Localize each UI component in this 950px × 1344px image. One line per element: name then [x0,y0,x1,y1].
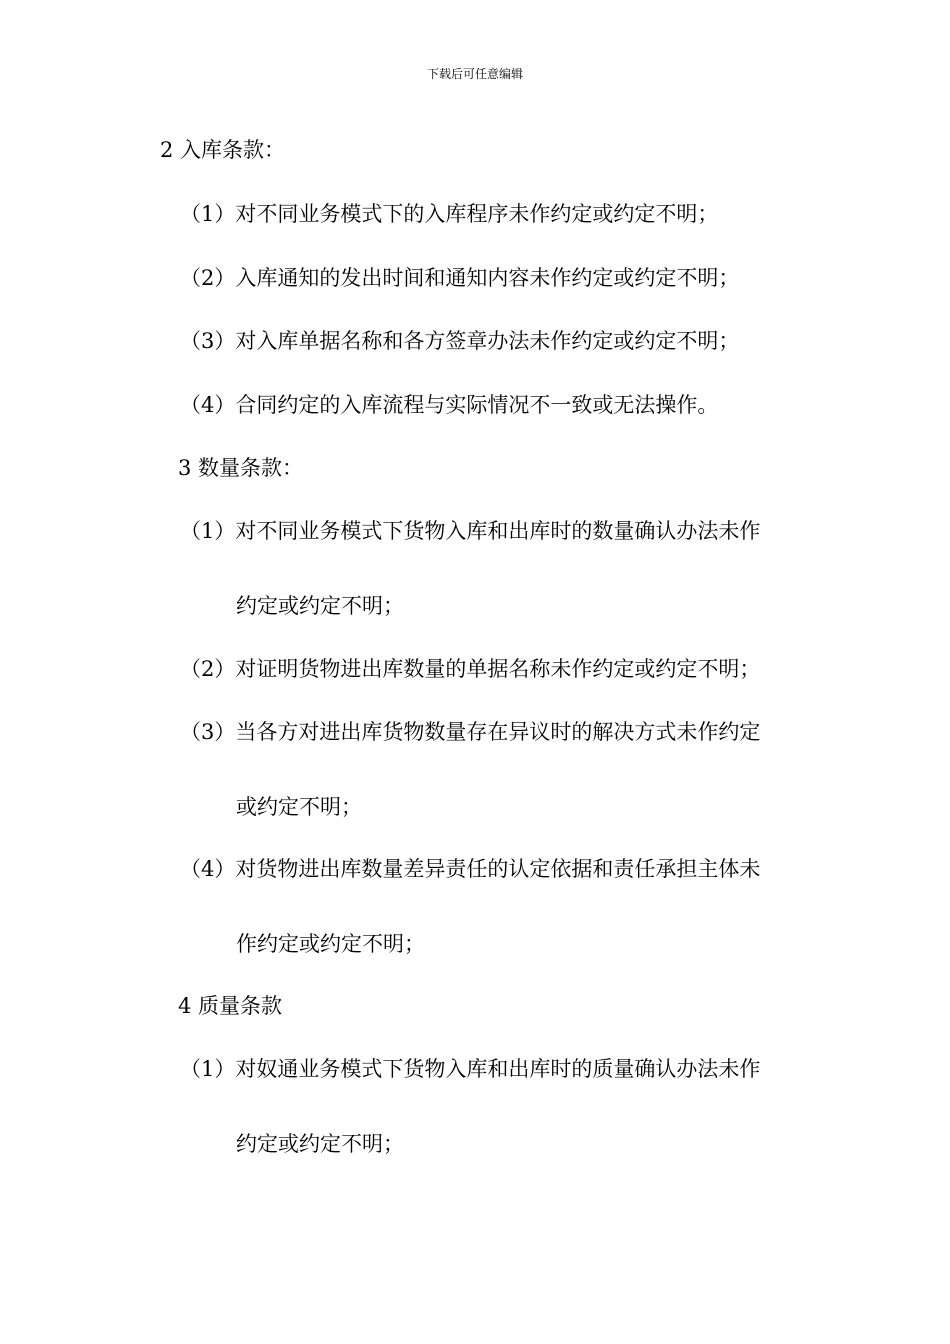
item-text: 对不同业务模式下的入库程序未作约定或约定不明； [235,202,719,226]
list-item [180,327,739,355]
section-heading-2: 2 入库条款： [160,138,286,162]
list-item [180,517,760,545]
item-label: （2） [180,657,236,681]
item-continuation: 或约定不明； [236,795,362,819]
item-label: （1） [180,1057,236,1081]
item-text: 合同约定的入库流程与实际情况不一致或无法操作。 [235,393,719,417]
list-item [180,391,718,419]
item-label: （1） [180,202,236,226]
item-label: （3） [180,329,236,353]
item-text: 对不同业务模式下货物入库和出库时的数量确认办法未作 [235,519,761,543]
section-heading-4: 4 质量条款 [178,994,283,1018]
list-item [180,718,760,746]
list-item [180,200,718,228]
item-text: 对入库单据名称和各方签章办法未作约定或约定不明； [235,329,740,353]
item-label: （1） [180,519,236,543]
section-heading-3: 3 数量条款： [178,456,304,480]
item-text: 对货物进出库数量差异责任的认定依据和责任承担主体未 [235,857,761,881]
item-text: 入库通知的发出时间和通知内容未作约定或约定不明； [235,266,740,290]
item-label: （3） [180,720,236,744]
item-text: 当各方对进出库货物数量存在异议时的解决方式未作约定 [235,720,761,744]
item-label: （4） [180,857,236,881]
list-item [180,855,760,883]
list-item [180,1055,760,1083]
page-header: 下载后可任意编辑 [426,67,523,81]
item-continuation: 约定或约定不明； [236,1132,404,1156]
item-continuation: 作约定或约定不明； [236,932,425,956]
item-text: 对奴通业务模式下货物入库和出库时的质量确认办法未作 [235,1057,761,1081]
item-label: （4） [180,393,236,417]
list-item [180,655,760,683]
list-item [180,264,739,292]
item-label: （2） [180,266,236,290]
item-text: 对证明货物进出库数量的单据名称未作约定或约定不明； [235,657,761,681]
item-continuation: 约定或约定不明； [236,594,404,618]
